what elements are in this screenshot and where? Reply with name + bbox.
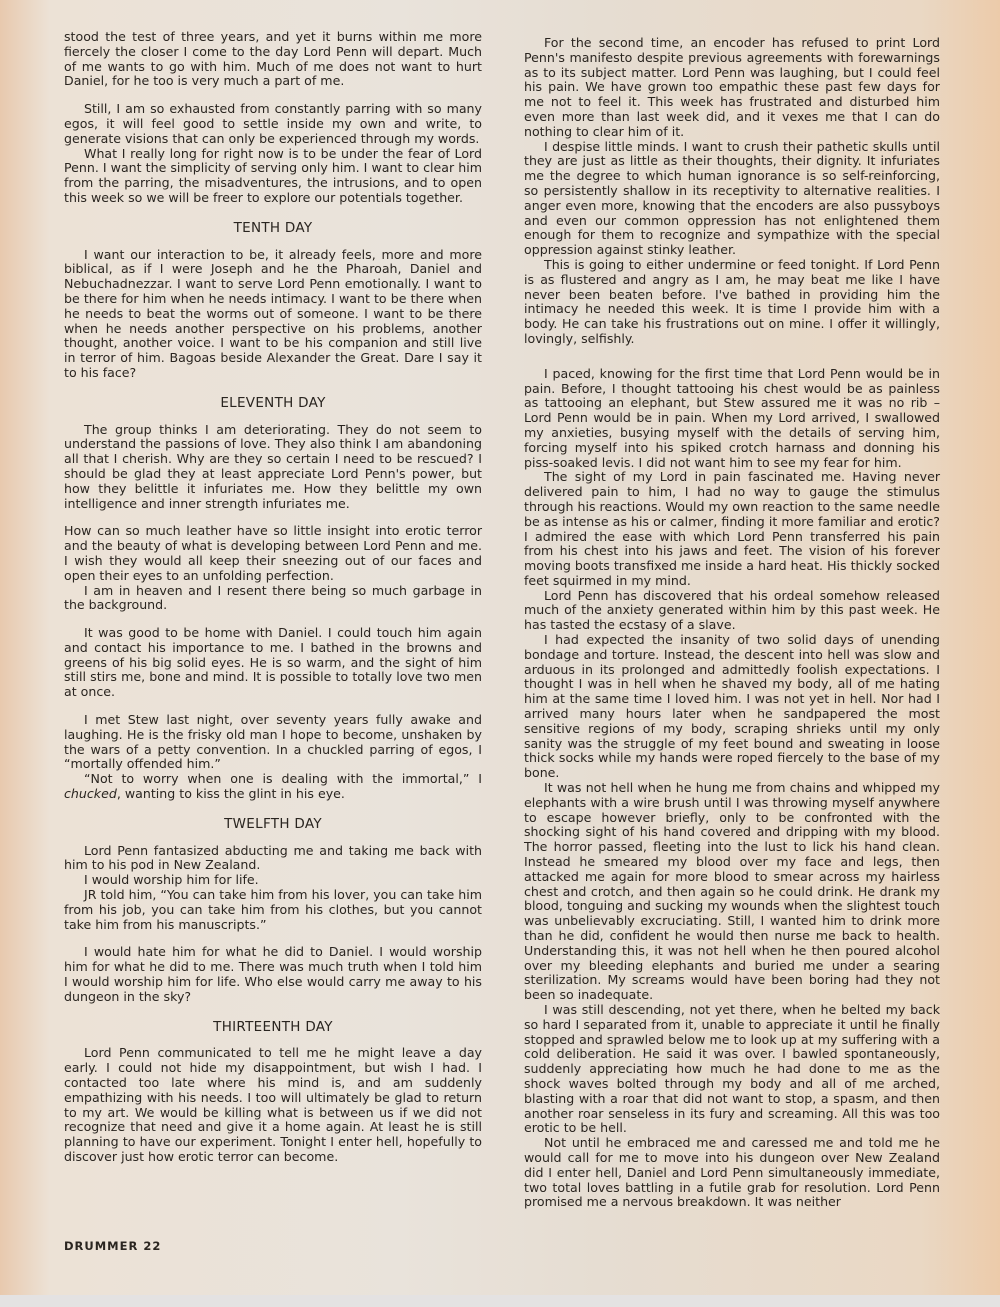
paragraph: Lord Penn has discovered that his ordeal somehow released much of the anxiety generated within him by this past week. He has tasted the ecstasy of a slave. [524, 587, 940, 633]
paragraph: Lord Penn fantasized abducting me and taking me back with him to his pod in New Zealand. [64, 842, 482, 873]
right-column [524, 36, 940, 1210]
publication-name: DRUMMER [64, 1239, 139, 1253]
paragraph: I despise little minds. I want to crush their pathetic skulls until they are just as little as their thoughts, their dignity. It infuriates me the degree to which human ignorance is so self-reinforcing, so persistently shallow in its receptivity to alternative realities. I anger even more, knowing that the encoders are also pussyboys and even our common oppression has not enlightened them enough for them to recognize and sympathize with the special oppression against stinky leather. [524, 138, 940, 258]
paragraph: The sight of my Lord in pain fascinated me. Having never delivered pain to him, I had no way to gauge the stimulus through his reactions. Would my own reaction to the same needle be as intense as his or calmer, finding it more familiar and erotic? I admired the ease with which Lord Penn transferred his pain from his chest into his jaws and feet. The vision of his forever moving boots transfixed me inside a hard heat. His thickly socked feet squirmed in my mind. [524, 469, 940, 588]
paragraph: Not until he embraced me and caressed me and told me he would call for me to move into his dungeon over New Zealand did I enter hell, Daniel and Lord Penn simultaneously immediate, two total loves battling in a futile grab for resolution. Lord Penn promised me a nervous breakdown. It was neither [524, 1135, 940, 1210]
paragraph: How can so much leather have so little insight into erotic terror and the beauty of what is developing between Lord Penn and me. I wish they would all keep their sneezing out of our faces and open their eyes to an unfolding perfection. [64, 523, 482, 583]
paragraph: It was not hell when he hung me from chains and whipped my elephants with a wire brush until I was throwing myself anywhere to escape however briefly, only to be confronted with the shocking sight of his hand covered and dripping with my blood. The horror passed, fleeting into the lust to lick his hand clean. Instead he smeared my blood over my face and legs, then attacked me again for more blood to smear across my hairless chest and crotch, and then again so he could drink. He drank my blood, tonguing and sucking my wounds when the slightest touch was unbelievably excruciating. Still, I wanted him to drink more than he did, confident he would then nurse me back to health. Understanding this, it was not hell when he then poured alcohol over my bleeding elephants and buried me under a searing sterilization. My screams would have been boring had they not been so inadequate. [524, 780, 940, 1003]
scan-background [0, 1295, 1000, 1307]
paragraph: The group thinks I am deteriorating. They do not seem to understand the passions of love. They also think I am abandoning all that I cherish. Why are they so certain I need to be rescued? I should be glad they at least appreciate Lord Penn's power, but how they belittle it infuriates me. How they belittle my own intelligence and inner strength infuriates me. [64, 421, 482, 511]
page-number: 22 [143, 1239, 162, 1253]
page-footer [64, 1239, 161, 1253]
paragraph: I would hate him for what he did to Daniel. I would worship him for what he did to me. There was much truth when I told him I would worship him for life. Who else would carry me away to his dungeon in the sky? [64, 944, 482, 1004]
italic-word: chucked [64, 786, 117, 802]
paragraph: This is going to either undermine or feed tonight. If Lord Penn is as flustered and angry as I am, he may beat me like I have never been beaten before. I've bathed in providing him the intimacy he needed this week. It is time I provide him with a body. He can take his frustrations out on mine. I offer it willingly, lovingly, selfishly. [524, 256, 940, 346]
quote-text: “Not to worry when one is dealing with the immortal,” I [84, 771, 482, 787]
paragraph: Lord Penn communicated to tell me he might leave a day early. I could not hide my disappointment, but wish I had. I contacted too late where his mind is, and am suddenly empathizing with his needs. I too will ultimately be glad to return to my art. We would be killing what is between us if we did not recognize that need and give it a home again. At least he is still planning to have our experiment. Tonight I enter hell, hopefully to discover just how erotic terror can become. [64, 1045, 482, 1164]
paragraph: For the second time, an encoder has refused to print Lord Penn's manifesto despite previous agreements with forewarnings as to its subject matter. Lord Penn was laughing, but I could feel his pain. We have grown too empathic these past few days for me not to feel it. This week has frustrated and disturbed him even more than last week did, and it vexes me that I can do nothing to clear him of it. [524, 35, 940, 139]
section-heading-tenth-day: TENTH DAY [233, 219, 313, 236]
paragraph: I was still descending, not yet there, when he belted my back so hard I separated from it, unable to appreciate it until he finally stopped and sprawled below me to look up at my suffering with a cold deliberation. He said it was over. I bawled spontaneously, suddenly appreciating how much he had done to me as the shock waves bolted through my body and all of me arched, blasting with a roar that did not want to stop, a spasm, and then another roar senseless in its fury and screaming. All this was too erotic to be hell. [524, 1002, 940, 1136]
quote-text-end: , wanting to kiss the glint in his eye. [116, 786, 345, 802]
paragraph [64, 772, 482, 802]
section-heading-thirteenth-day: THIRTEENTH DAY [213, 1018, 333, 1035]
paragraph: I paced, knowing for the first time that Lord Penn would be in pain. Before, I thought tattooing his chest would be as painless as tattooing an elephant, but Stew assured me it was no rib – Lord Penn would be in pain. When my Lord arrived, I swallowed my anxieties, busying myself with the details of serving him, forcing myself into his spiked crotch harnass and donning his piss-soaked levis. I did not want him to see my fear for him. [524, 365, 940, 470]
paragraph: It was good to be home with Daniel. I could touch him again and contact his importance to me. I bathed in the browns and greens of his big solid eyes. He is so warm, and the sight of him still stirs me, bone and mind. It is possible to totally love two men at once. [64, 625, 482, 700]
paragraph: I met Stew last night, over seventy years fully awake and laughing. He is the frisky old man I hope to become, unshaken by the wars of a petty convention. In a chuckled parring of egos, I “mortally offended him.” [64, 712, 482, 772]
section-heading-eleventh-day: ELEVENTH DAY [220, 394, 326, 411]
paragraph: I would worship him for life. [84, 872, 259, 888]
paragraph: Still, I am so exhausted from constantly parring with so many egos, it will feel good to settle inside my own and write, to generate visions that can only be experienced through my words. [64, 101, 482, 146]
paragraph: I am in heaven and I resent there being so much garbage in the background. [64, 582, 482, 613]
section-heading-twelfth-day: TWELFTH DAY [224, 815, 322, 832]
paragraph: JR told him, “You can take him from his lover, you can take him from his job, you can take him from his clothes, but you cannot take him from his manuscripts.” [64, 887, 482, 932]
paragraph: I had expected the insanity of two solid days of unending bondage and torture. Instead, the descent into hell was slow and arduous in its prolonged and admittedly foolish expectations. I thought I was in hell when he shaved my body, all of me hating him at the same time I loved him. I was not yet in hell. Nor had I arrived many hours later when he sandpapered the most sensitive regions of my body, scraping shrieks until my only sanity was the struggle of my feet bound and sweating in loose thick socks while my hands were roped fiercely to the base of my bone. [524, 632, 940, 781]
paragraph: I want our interaction to be, it already feels, more and more biblical, as if I were Joseph and he the Pharoah, Daniel and Nebuchadnezzar. I want to serve Lord Penn emotionally. I want to be there for him when he needs intimacy. I want to be there when he needs to beat the worms out of someone. I want to be there when he needs another perspective on his problems, another thought, another voice. I want to be his companion and still live in terror of him. Bagoas beside Alexander the Great. Dare I say it to his face? [64, 246, 482, 380]
paragraph: What I really long for right now is to be under the fear of Lord Penn. I want the simplicity of serving only him. I want to clear him from the parring, the misadventures, the intrusions, and to open this week so we will be freer to explore our potentials together. [64, 145, 482, 205]
left-column [64, 30, 482, 1165]
paragraph: stood the test of three years, and yet it burns within me more fiercely the closer I come to the day Lord Penn will depart. Much of me wants to go with him. Much of me does not want to hurt Daniel, for he too is very much a part of me. [64, 29, 482, 89]
